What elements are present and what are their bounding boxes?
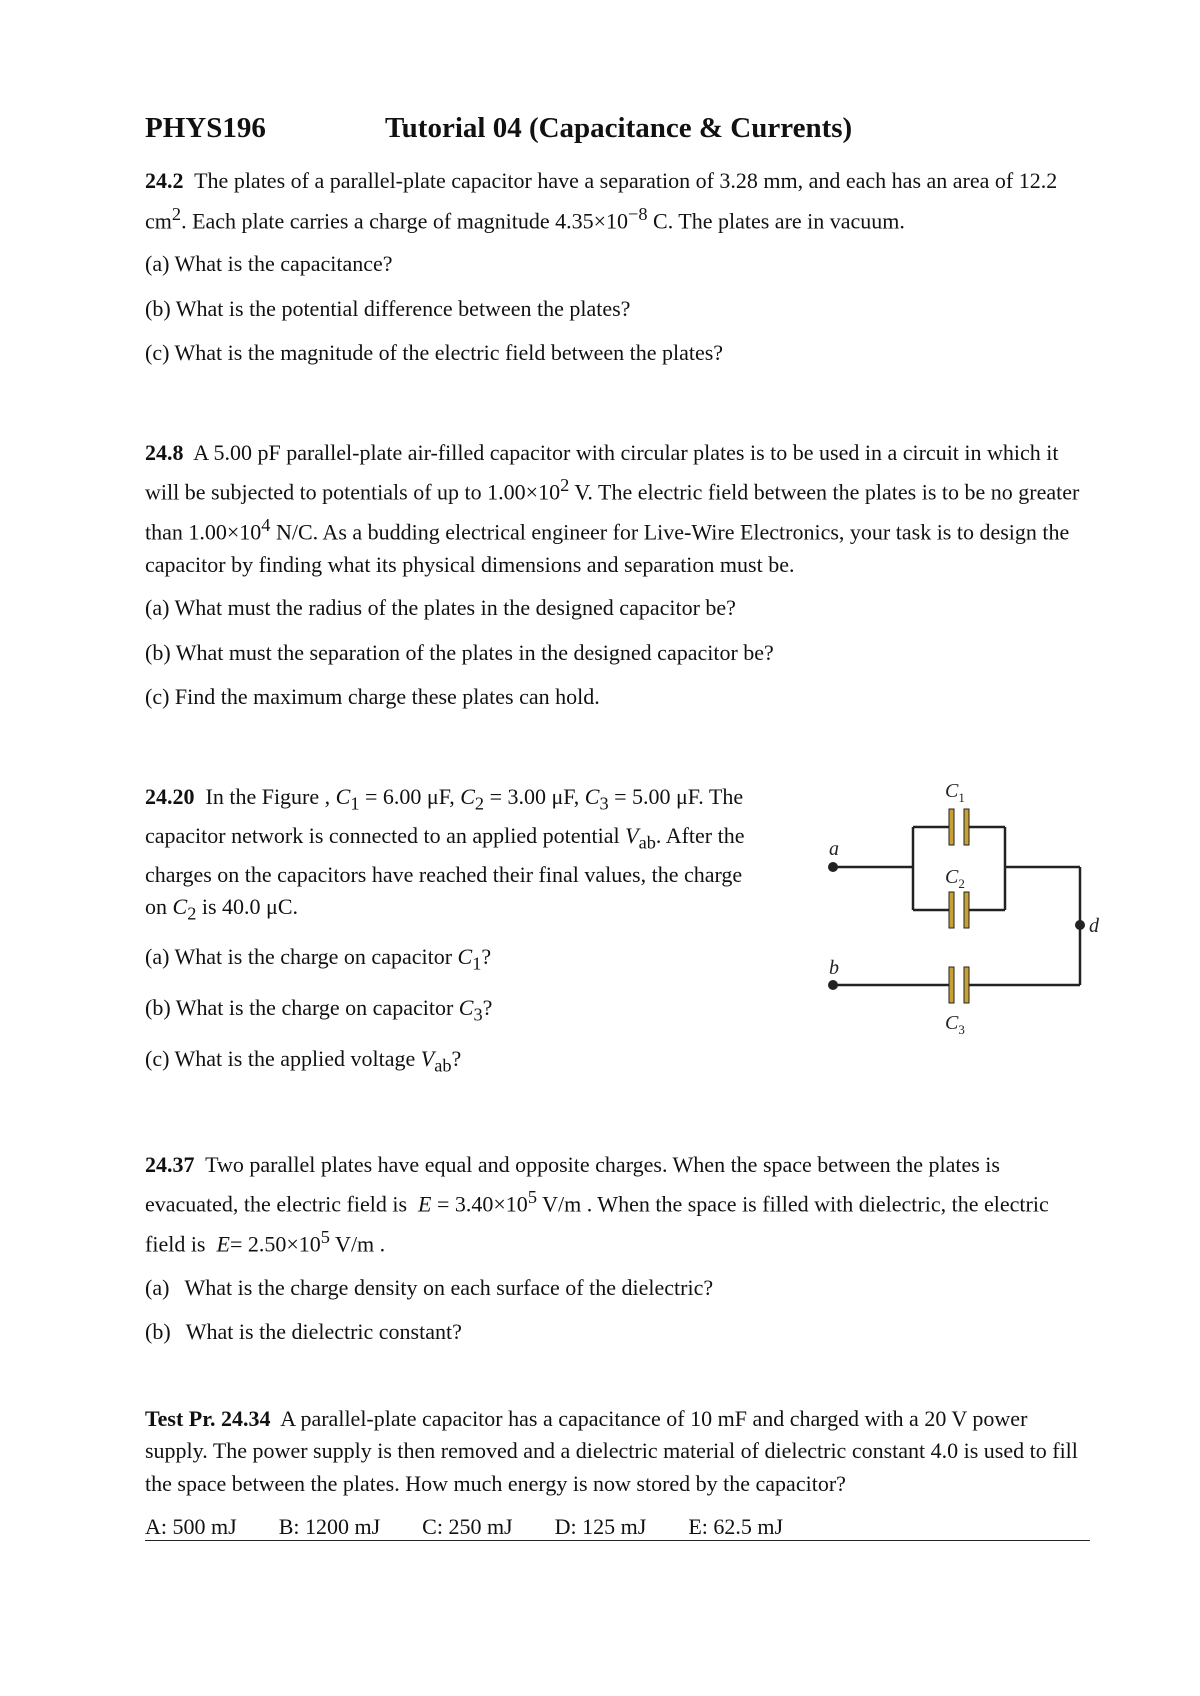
page-header [145,112,1090,145]
subquestion-b: (b) What is the potential difference between the plates? [145,295,631,321]
problem-24-8 [145,437,1090,714]
subquestion-a: (a) What is the charge density on each surface of the dielectric? [145,1274,714,1300]
problem-number: Test Pr. 24.34 [145,1405,271,1431]
c3-plate-right [964,967,969,1003]
option-b: B: 1200 mJ [278,1514,381,1540]
terminal-b [828,980,838,990]
label-c2: $C_2$ [945,865,965,891]
problem-number: 24.20 [145,783,195,809]
horizontal-divider [145,1540,1090,1541]
circuit-wires [833,827,1080,985]
subquestion-b: (b) What is the dielectric constant? [145,1319,462,1345]
problem-number: 24.2 [145,168,184,193]
c1-plate-left [949,809,954,845]
capacitor-network-figure [825,775,1115,1055]
course-code: PHYS196 [145,112,266,144]
capacitor-plates [949,809,969,1003]
problem-number: 24.8 [145,439,184,465]
c3-plate-left [949,967,954,1003]
subquestion-a: (a) What is the charge on capacitor $C_1$? [145,944,492,974]
answer-options [145,1511,1090,1543]
c2-plate-right [964,892,969,928]
problem-statement: 24.37 Two parallel plates have equal and opposite charges. When the space between the plates is evacuated, the electric field is $E = 3.40\times 10^5$ V/m . When the space is filled with dielectric, the electric field is $E= 2.50\times 10^5$ V/m . [145,1151,1049,1257]
problem-24-20 [145,779,1099,1082]
subquestion-b: (b) What must the separation of the plates in the designed capacitor be? [145,639,774,665]
test-problem-24-34 [145,1403,1090,1544]
option-e: E: 62.5 mJ [688,1514,784,1540]
page-title: Tutorial 04 (Capacitance & Currents) [385,112,853,144]
label-d: d [1089,914,1099,937]
label-b: b [829,956,839,979]
subquestion-c: (c) What is the magnitude of the electric field between the plates? [145,340,724,366]
subquestion-c: (c) Find the maximum charge these plates can hold. [145,684,600,710]
problem-statement: 24.8 A 5.00 pF parallel-plate air-filled capacitor with circular plates is to be used in a circuit in which it will be subjected to potentials of up to $1.00\times 10^2$ V. The electric field between the plates is to be no greater than $1.00\times 10^4$ N/C. As a budding electrical engineer for Live-Wire Electronics, your task is to design the capacitor by finding what its physical dimensions and separation must be. [145,439,1080,577]
terminal-d [1075,920,1085,930]
label-a: a [829,837,839,860]
problem-statement: Test Pr. 24.34 A parallel-plate capacitor has a capacitance of 10 mF and charged with a 20 V power supply. The power supply is then removed and a dielectric material of dielectric constant 4.0 is used to fill the space between the plates. How much energy is now stored by the capacitor? [145,1405,1078,1496]
option-c: C: 250 mJ [422,1514,513,1540]
problem-statement: 24.20 In the Figure , $C_1 = 6.00$ μF, $C_2 = 3.00$ μF, $C_3 = 5.00$ μF. The capacitor network is connected to an applied potential $V_{ab}$. After the charges on the capacitors have reached their final values, the charge on $C_2$ is 40.0 μC. [145,783,745,924]
subquestion-a: (a) What must the radius of the plates in the designed capacitor be? [145,595,736,621]
problem-statement: 24.2 The plates of a parallel-plate capacitor have a separation of 3.28 mm, and each has an area of 12.2 $cm^2$. Each plate carries a charge of magnitude $4.35\times 10^{-8}$ C. The plates are in vacuum. [145,168,1058,233]
subquestion-c: (c) What is the applied voltage $V_{ab}$? [145,1045,462,1076]
terminal-a [828,862,838,872]
tutorial-page [145,112,1099,1543]
option-d: D: 125 mJ [554,1514,647,1540]
option-a: A: 500 mJ [145,1514,237,1540]
subquestion-b: (b) What is the charge on capacitor $C_3$? [145,995,493,1025]
label-c1: $C_1$ [945,779,965,805]
subquestion-a: (a) What is the capacitance? [145,251,393,277]
c1-plate-right [964,809,969,845]
label-c3: $C_3$ [945,1011,965,1037]
problem-number: 24.37 [145,1151,195,1177]
c2-plate-left [949,892,954,928]
problem-24-37 [145,1149,1090,1349]
problem-24-2 [145,165,1090,370]
